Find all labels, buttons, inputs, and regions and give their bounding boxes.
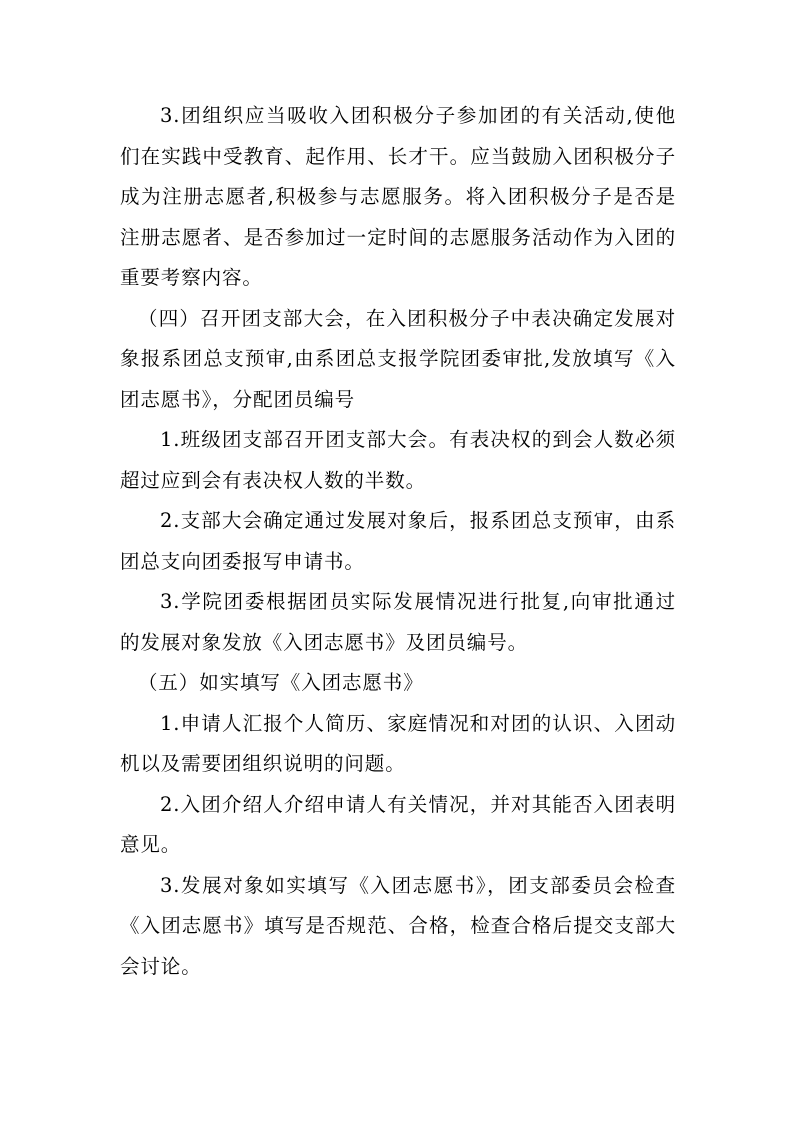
- document-body: [120, 96, 676, 987]
- section-heading-5: （五）如实填写《入团志愿书》: [138, 671, 424, 694]
- paragraph-item-1-applicant-report: 1.申请人汇报个人简历、家庭情况和对团的认识、入团动机以及需要团组织说明的问题。: [120, 711, 676, 775]
- paragraph-item-2-introducer: 2.入团介绍人介绍申请人有关情况，并对其能否入团表明意见。: [120, 792, 676, 856]
- paragraph-item-1-branch-meeting: 1.班级团支部召开团支部大会。有表决权的到会人数必须超过应到会有表决权人数的半数。: [120, 428, 676, 492]
- paragraph-item-3-approval: 3.学院团委根据团员实际发展情况进行批复,向审批通过的发展对象发放《入团志愿书》及团员编号。: [120, 590, 676, 654]
- paragraph-item-3-fill-form: 3.发展对象如实填写《入团志愿书》，团支部委员会检查《入团志愿书》填写是否规范、合格，检查合格后提交支部大会讨论。: [120, 873, 676, 978]
- paragraph-item-2-preliminary-review: 2.支部大会确定通过发展对象后，报系团总支预审，由系团总支向团委报写申请书。: [120, 509, 676, 573]
- section-heading-4: （四）召开团支部大会，在入团积极分子中表决确定发展对象报系团总支预审,由系团总支报学院团委审批,发放填写《入团志愿书》，分配团员编号: [120, 306, 676, 411]
- paragraph-item-3-activities: 3.团组织应当吸收入团积极分子参加团的有关活动,使他们在实践中受教育、起作用、长才干。应当鼓励入团积极分子成为注册志愿者,积极参与志愿服务。将入团积极分子是否是注册志愿者、是否参加过一定时间的志愿服务活动作为入团的重要考察内容。: [120, 104, 676, 289]
